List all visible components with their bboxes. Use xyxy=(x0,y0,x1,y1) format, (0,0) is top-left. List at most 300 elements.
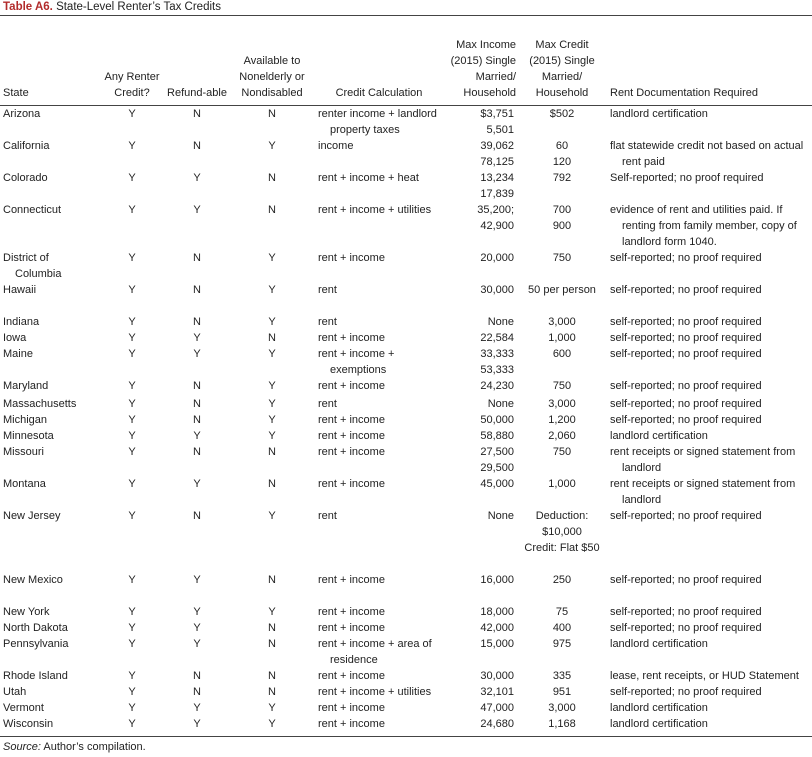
state-name: Maryland xyxy=(3,380,49,392)
credit-calculation-text: rent xyxy=(318,398,337,410)
credit-calculation-text: rent + income xyxy=(318,332,385,344)
table-row xyxy=(0,282,812,314)
state-cell xyxy=(0,636,100,668)
rent-documentation-cell xyxy=(604,412,812,428)
refundable-cell: N xyxy=(193,398,201,410)
available-cell: Y xyxy=(268,606,276,618)
max-income-cell xyxy=(444,138,520,170)
state-cell xyxy=(0,170,100,202)
max-credit-value: 3,000 xyxy=(548,702,576,714)
rent-documentation-text: self-reported; no proof required xyxy=(610,332,762,344)
state-cell xyxy=(0,716,100,732)
table-caption: State-Level Renter’s Tax Credits xyxy=(56,1,221,13)
state-name: New Jersey xyxy=(3,510,61,522)
max-income-value: 30,000 xyxy=(480,284,514,296)
rent-documentation-cell xyxy=(604,346,812,378)
available-cell: N xyxy=(268,686,276,698)
max-income-cell xyxy=(444,330,520,346)
available-cell: N xyxy=(268,574,276,586)
state-name: Missouri xyxy=(3,446,44,458)
max-credit-cell xyxy=(520,428,604,444)
top-rule xyxy=(0,15,812,16)
refundable-cell: Y xyxy=(193,718,201,730)
max-income-value: 15,000 xyxy=(480,638,514,650)
credit-calculation-text: rent + income xyxy=(318,414,385,426)
state-cell xyxy=(0,106,100,139)
credit-calculation-text: rent + income xyxy=(318,446,385,458)
credit-calculation-cell xyxy=(314,444,444,476)
max-income-value: 32,101 xyxy=(480,686,514,698)
state-name: North Dakota xyxy=(3,622,68,634)
refundable-cell: N xyxy=(193,510,201,522)
max-income-cell xyxy=(444,668,520,684)
max-income-value: 20,000 xyxy=(480,252,514,264)
available-cell: Y xyxy=(268,380,276,392)
rent-documentation-text: self-reported; no proof required xyxy=(610,316,762,328)
max-income-cell xyxy=(444,412,520,428)
any-credit-cell: Y xyxy=(128,446,136,458)
max-income-value: 18,000 xyxy=(480,606,514,618)
credit-calculation-cell xyxy=(314,620,444,636)
header-available: Available to Nonelderly or Nondisabled xyxy=(230,17,314,106)
max-credit-cell xyxy=(520,202,604,250)
rent-documentation-text: landlord certification xyxy=(610,108,708,120)
max-credit-value: 75 xyxy=(555,606,569,618)
max-credit-cell xyxy=(520,620,604,636)
credit-calculation-cell xyxy=(314,684,444,700)
refundable-cell: Y xyxy=(193,622,201,634)
available-cell: N xyxy=(268,622,276,634)
header-any-credit: Any Renter Credit? xyxy=(100,17,164,106)
rent-documentation-text: self-reported; no proof required xyxy=(610,414,762,426)
max-credit-cell xyxy=(520,282,604,314)
any-credit-cell: Y xyxy=(128,380,136,392)
credit-calculation-cell xyxy=(314,378,444,396)
max-credit-value: 3,000 xyxy=(548,316,576,328)
state-name: Vermont xyxy=(3,702,44,714)
credit-calculation-text: renter income + landlord property taxes xyxy=(318,108,437,136)
state-name: Minnesota xyxy=(3,430,54,442)
credit-calculation-text: rent xyxy=(318,510,337,522)
max-credit-cell xyxy=(520,716,604,732)
any-credit-cell: Y xyxy=(128,252,136,264)
max-income-value: 27,500 xyxy=(480,446,514,458)
rent-documentation-text: self-reported; no proof required xyxy=(610,252,762,264)
refundable-cell: Y xyxy=(193,430,201,442)
max-income-value: 47,000 xyxy=(480,702,514,714)
state-name: New York xyxy=(3,606,50,618)
refundable-cell: N xyxy=(193,670,201,682)
credit-calculation-text: rent + income xyxy=(318,622,385,634)
max-credit-cell xyxy=(520,378,604,396)
credit-calculation-cell xyxy=(314,202,444,250)
credit-calculation-text: rent + income xyxy=(318,670,385,682)
available-cell: Y xyxy=(268,140,276,152)
rent-documentation-cell xyxy=(604,700,812,716)
rent-documentation-text: self-reported; no proof required xyxy=(610,686,762,698)
header-rent-documentation: Rent Documentation Required xyxy=(604,17,812,106)
state-name: Arizona xyxy=(3,108,41,120)
state-name: Connecticut xyxy=(3,204,62,216)
rent-documentation-cell xyxy=(604,282,812,314)
max-credit-value: 120 xyxy=(552,156,572,168)
refundable-cell: N xyxy=(193,140,201,152)
any-credit-cell: Y xyxy=(128,430,136,442)
refundable-cell: Y xyxy=(193,702,201,714)
source-note xyxy=(3,740,146,754)
credit-calculation-text: rent + income xyxy=(318,606,385,618)
available-cell: Y xyxy=(268,316,276,328)
max-credit-cell xyxy=(520,636,604,668)
max-income-cell xyxy=(444,314,520,330)
max-credit-value: 600 xyxy=(552,348,572,360)
state-cell xyxy=(0,330,100,346)
rent-documentation-text: landlord certification xyxy=(610,638,708,650)
available-cell: N xyxy=(268,332,276,344)
refundable-cell: N xyxy=(193,446,201,458)
table-row xyxy=(0,636,812,668)
rent-documentation-cell xyxy=(604,106,812,139)
credit-calculation-cell xyxy=(314,604,444,620)
max-income-cell xyxy=(444,106,520,139)
state-cell xyxy=(0,668,100,684)
refundable-cell: N xyxy=(193,284,201,296)
refundable-cell: Y xyxy=(193,478,201,490)
max-income-value: 24,680 xyxy=(480,718,514,730)
available-cell: N xyxy=(268,172,276,184)
state-cell xyxy=(0,700,100,716)
max-income-cell xyxy=(444,700,520,716)
credit-calculation-cell xyxy=(314,716,444,732)
refundable-cell: Y xyxy=(193,574,201,586)
rent-documentation-cell xyxy=(604,138,812,170)
max-credit-value: 975 xyxy=(552,638,572,650)
renter-credit-table xyxy=(0,17,812,732)
credit-calculation-text: rent + income xyxy=(318,718,385,730)
table-row xyxy=(0,700,812,716)
credit-calculation-cell xyxy=(314,346,444,378)
max-income-value: 42,900 xyxy=(480,220,514,232)
state-cell xyxy=(0,346,100,378)
max-income-cell xyxy=(444,170,520,202)
max-credit-value: 2,060 xyxy=(548,430,576,442)
refundable-cell: Y xyxy=(193,606,201,618)
rent-documentation-text: landlord certification xyxy=(610,430,708,442)
rent-documentation-cell xyxy=(604,428,812,444)
table-row xyxy=(0,250,812,282)
max-credit-cell xyxy=(520,250,604,282)
max-income-value: 24,230 xyxy=(480,380,514,392)
rent-documentation-text: rent receipts or signed statement from landlord xyxy=(610,446,796,474)
any-credit-cell: Y xyxy=(128,670,136,682)
max-credit-cell xyxy=(520,508,604,572)
max-credit-cell xyxy=(520,700,604,716)
state-name: California xyxy=(3,140,50,152)
max-income-value: 50,000 xyxy=(480,414,514,426)
table-row xyxy=(0,138,812,170)
credit-calculation-text: rent + income xyxy=(318,478,385,490)
table-row xyxy=(0,412,812,428)
credit-calculation-cell xyxy=(314,282,444,314)
max-income-value: 13,234 xyxy=(480,172,514,184)
state-cell xyxy=(0,476,100,508)
rent-documentation-text: self-reported; no proof required xyxy=(610,380,762,392)
rent-documentation-text: evidence of rent and utilities paid. If renting from family member, copy of landlord form 1040. xyxy=(610,204,797,248)
available-cell: N xyxy=(268,204,276,216)
state-name: Iowa xyxy=(3,332,27,344)
available-cell: N xyxy=(268,670,276,682)
any-credit-cell: Y xyxy=(128,574,136,586)
any-credit-cell: Y xyxy=(128,172,136,184)
state-name: Colorado xyxy=(3,172,48,184)
available-cell: Y xyxy=(268,414,276,426)
any-credit-cell: Y xyxy=(128,414,136,426)
state-name: Pennsylvania xyxy=(3,638,69,650)
max-income-value: 17,839 xyxy=(480,188,514,200)
state-cell xyxy=(0,412,100,428)
refundable-cell: N xyxy=(193,380,201,392)
max-credit-cell xyxy=(520,604,604,620)
max-credit-cell xyxy=(520,476,604,508)
table-row xyxy=(0,106,812,139)
max-income-value: 33,333 xyxy=(480,348,514,360)
rent-documentation-cell xyxy=(604,508,812,572)
rent-documentation-text: lease, rent receipts, or HUD Statement xyxy=(610,670,799,682)
max-credit-value: 951 xyxy=(552,686,572,698)
max-income-cell xyxy=(444,202,520,250)
refundable-cell: Y xyxy=(193,348,201,360)
source-text: Author’s compilation. xyxy=(40,741,146,753)
state-name: Utah xyxy=(3,686,27,698)
rent-documentation-cell xyxy=(604,636,812,668)
rent-documentation-cell xyxy=(604,378,812,396)
rent-documentation-cell xyxy=(604,604,812,620)
credit-calculation-cell xyxy=(314,106,444,139)
available-cell: Y xyxy=(268,718,276,730)
rent-documentation-cell xyxy=(604,620,812,636)
max-income-value: None xyxy=(487,510,514,522)
credit-calculation-cell xyxy=(314,476,444,508)
available-cell: Y xyxy=(268,398,276,410)
rent-documentation-text: self-reported; no proof required xyxy=(610,398,762,410)
max-credit-value: Credit: Flat $50 xyxy=(524,542,600,554)
credit-calculation-cell xyxy=(314,330,444,346)
max-income-cell xyxy=(444,604,520,620)
credit-calculation-text: rent + income + area of residence xyxy=(318,638,432,666)
max-income-value: 35,200; xyxy=(477,204,514,216)
max-income-cell xyxy=(444,250,520,282)
credit-calculation-text: rent + income + heat xyxy=(318,172,419,184)
header-state: State xyxy=(0,17,100,106)
max-credit-value: 792 xyxy=(552,172,572,184)
max-income-cell xyxy=(444,444,520,476)
refundable-cell: Y xyxy=(193,638,201,650)
rent-documentation-cell xyxy=(604,684,812,700)
state-name: District of Columbia xyxy=(3,252,62,280)
state-name: Hawaii xyxy=(3,284,37,296)
max-credit-value: 1,000 xyxy=(548,478,576,490)
rent-documentation-cell xyxy=(604,396,812,412)
credit-calculation-text: rent + income xyxy=(318,574,385,586)
max-income-cell xyxy=(444,508,520,572)
max-income-cell xyxy=(444,684,520,700)
state-cell xyxy=(0,378,100,396)
any-credit-cell: Y xyxy=(128,606,136,618)
credit-calculation-text: rent + income + utilities xyxy=(318,204,432,216)
rent-documentation-cell xyxy=(604,330,812,346)
available-cell: N xyxy=(268,446,276,458)
table-row xyxy=(0,428,812,444)
rent-documentation-text: self-reported; no proof required xyxy=(610,510,762,522)
max-income-value: 29,500 xyxy=(480,462,514,474)
credit-calculation-text: rent + income + exemptions xyxy=(318,348,395,376)
max-credit-cell xyxy=(520,314,604,330)
any-credit-cell: Y xyxy=(128,332,136,344)
state-cell xyxy=(0,138,100,170)
state-cell xyxy=(0,620,100,636)
table-number: Table A6. xyxy=(3,1,53,13)
credit-calculation-cell xyxy=(314,428,444,444)
rent-documentation-text: rent receipts or signed statement from landlord xyxy=(610,478,796,506)
state-cell xyxy=(0,202,100,250)
header-row xyxy=(0,17,812,106)
header-refundable: Refund-able xyxy=(164,17,230,106)
source-label: Source: xyxy=(3,741,41,753)
credit-calculation-cell xyxy=(314,138,444,170)
max-credit-value: 700 xyxy=(552,204,572,216)
refundable-cell: Y xyxy=(193,204,201,216)
rent-documentation-cell xyxy=(604,476,812,508)
state-name: Wisconsin xyxy=(3,718,54,730)
table-row xyxy=(0,604,812,620)
max-credit-cell xyxy=(520,412,604,428)
bottom-rule xyxy=(0,736,812,737)
any-credit-cell: Y xyxy=(128,284,136,296)
max-credit-value: 750 xyxy=(552,446,572,458)
credit-calculation-cell xyxy=(314,250,444,282)
rent-documentation-text: landlord certification xyxy=(610,718,708,730)
max-income-cell xyxy=(444,378,520,396)
any-credit-cell: Y xyxy=(128,686,136,698)
credit-calculation-text: rent xyxy=(318,316,337,328)
state-cell xyxy=(0,428,100,444)
max-income-cell xyxy=(444,396,520,412)
state-name: Michigan xyxy=(3,414,48,426)
available-cell: Y xyxy=(268,348,276,360)
rent-documentation-cell xyxy=(604,202,812,250)
state-cell xyxy=(0,572,100,604)
available-cell: Y xyxy=(268,252,276,264)
refundable-cell: N xyxy=(193,414,201,426)
max-income-value: 39,062 xyxy=(480,140,514,152)
max-income-value: 42,000 xyxy=(480,622,514,634)
max-income-value: 45,000 xyxy=(480,478,514,490)
rent-documentation-text: self-reported; no proof required xyxy=(610,606,762,618)
available-cell: Y xyxy=(268,284,276,296)
max-income-value: 30,000 xyxy=(480,670,514,682)
max-credit-value: 750 xyxy=(552,252,572,264)
rent-documentation-text: flat statewide credit not based on actual rent paid xyxy=(610,140,804,168)
state-cell xyxy=(0,250,100,282)
credit-calculation-text: rent xyxy=(318,284,337,296)
max-income-cell xyxy=(444,620,520,636)
table-row xyxy=(0,508,812,572)
table-row xyxy=(0,314,812,330)
rent-documentation-cell xyxy=(604,716,812,732)
max-credit-cell xyxy=(520,572,604,604)
max-credit-value: 1,000 xyxy=(548,332,576,344)
table-row xyxy=(0,572,812,604)
any-credit-cell: Y xyxy=(128,316,136,328)
max-income-value: None xyxy=(487,316,514,328)
table-body xyxy=(0,106,812,733)
state-name: Rhode Island xyxy=(3,670,68,682)
state-cell xyxy=(0,684,100,700)
available-cell: N xyxy=(268,478,276,490)
credit-calculation-cell xyxy=(314,700,444,716)
any-credit-cell: Y xyxy=(128,638,136,650)
rent-documentation-cell xyxy=(604,444,812,476)
state-cell xyxy=(0,396,100,412)
max-credit-value: 900 xyxy=(552,220,572,232)
max-income-cell xyxy=(444,346,520,378)
any-credit-cell: Y xyxy=(128,510,136,522)
rent-documentation-cell xyxy=(604,250,812,282)
max-income-value: 22,584 xyxy=(480,332,514,344)
credit-calculation-text: rent + income + utilities xyxy=(318,686,432,698)
state-name: Indiana xyxy=(3,316,40,328)
max-credit-cell xyxy=(520,138,604,170)
available-cell: Y xyxy=(268,510,276,522)
credit-calculation-cell xyxy=(314,396,444,412)
any-credit-cell: Y xyxy=(128,478,136,490)
rent-documentation-cell xyxy=(604,170,812,202)
refundable-cell: Y xyxy=(193,172,201,184)
max-credit-cell xyxy=(520,396,604,412)
refundable-cell: Y xyxy=(193,332,201,344)
max-credit-value: 3,000 xyxy=(548,398,576,410)
max-credit-cell xyxy=(520,444,604,476)
max-income-cell xyxy=(444,428,520,444)
credit-calculation-cell xyxy=(314,412,444,428)
header-max-credit: Max Credit (2015) Single Married/ Household xyxy=(520,17,604,106)
state-cell xyxy=(0,444,100,476)
credit-calculation-cell xyxy=(314,572,444,604)
max-income-cell xyxy=(444,716,520,732)
max-credit-value: 335 xyxy=(552,670,572,682)
max-income-value: 53,333 xyxy=(480,364,514,376)
any-credit-cell: Y xyxy=(128,702,136,714)
any-credit-cell: Y xyxy=(128,348,136,360)
available-cell: N xyxy=(268,638,276,650)
credit-calculation-cell xyxy=(314,668,444,684)
credit-calculation-cell xyxy=(314,314,444,330)
rent-documentation-cell xyxy=(604,668,812,684)
available-cell: N xyxy=(268,108,276,120)
max-credit-value: 1,200 xyxy=(548,414,576,426)
any-credit-cell: Y xyxy=(128,140,136,152)
rent-documentation-text: Self-reported; no proof required xyxy=(610,172,764,184)
refundable-cell: N xyxy=(193,108,201,120)
header-credit-calculation: Credit Calculation xyxy=(314,17,444,106)
max-credit-value: Deduction: $10,000 xyxy=(535,510,589,538)
rent-documentation-cell xyxy=(604,314,812,330)
state-name: Maine xyxy=(3,348,33,360)
table-row xyxy=(0,716,812,732)
max-income-value: 16,000 xyxy=(480,574,514,586)
available-cell: Y xyxy=(268,702,276,714)
table-row xyxy=(0,476,812,508)
